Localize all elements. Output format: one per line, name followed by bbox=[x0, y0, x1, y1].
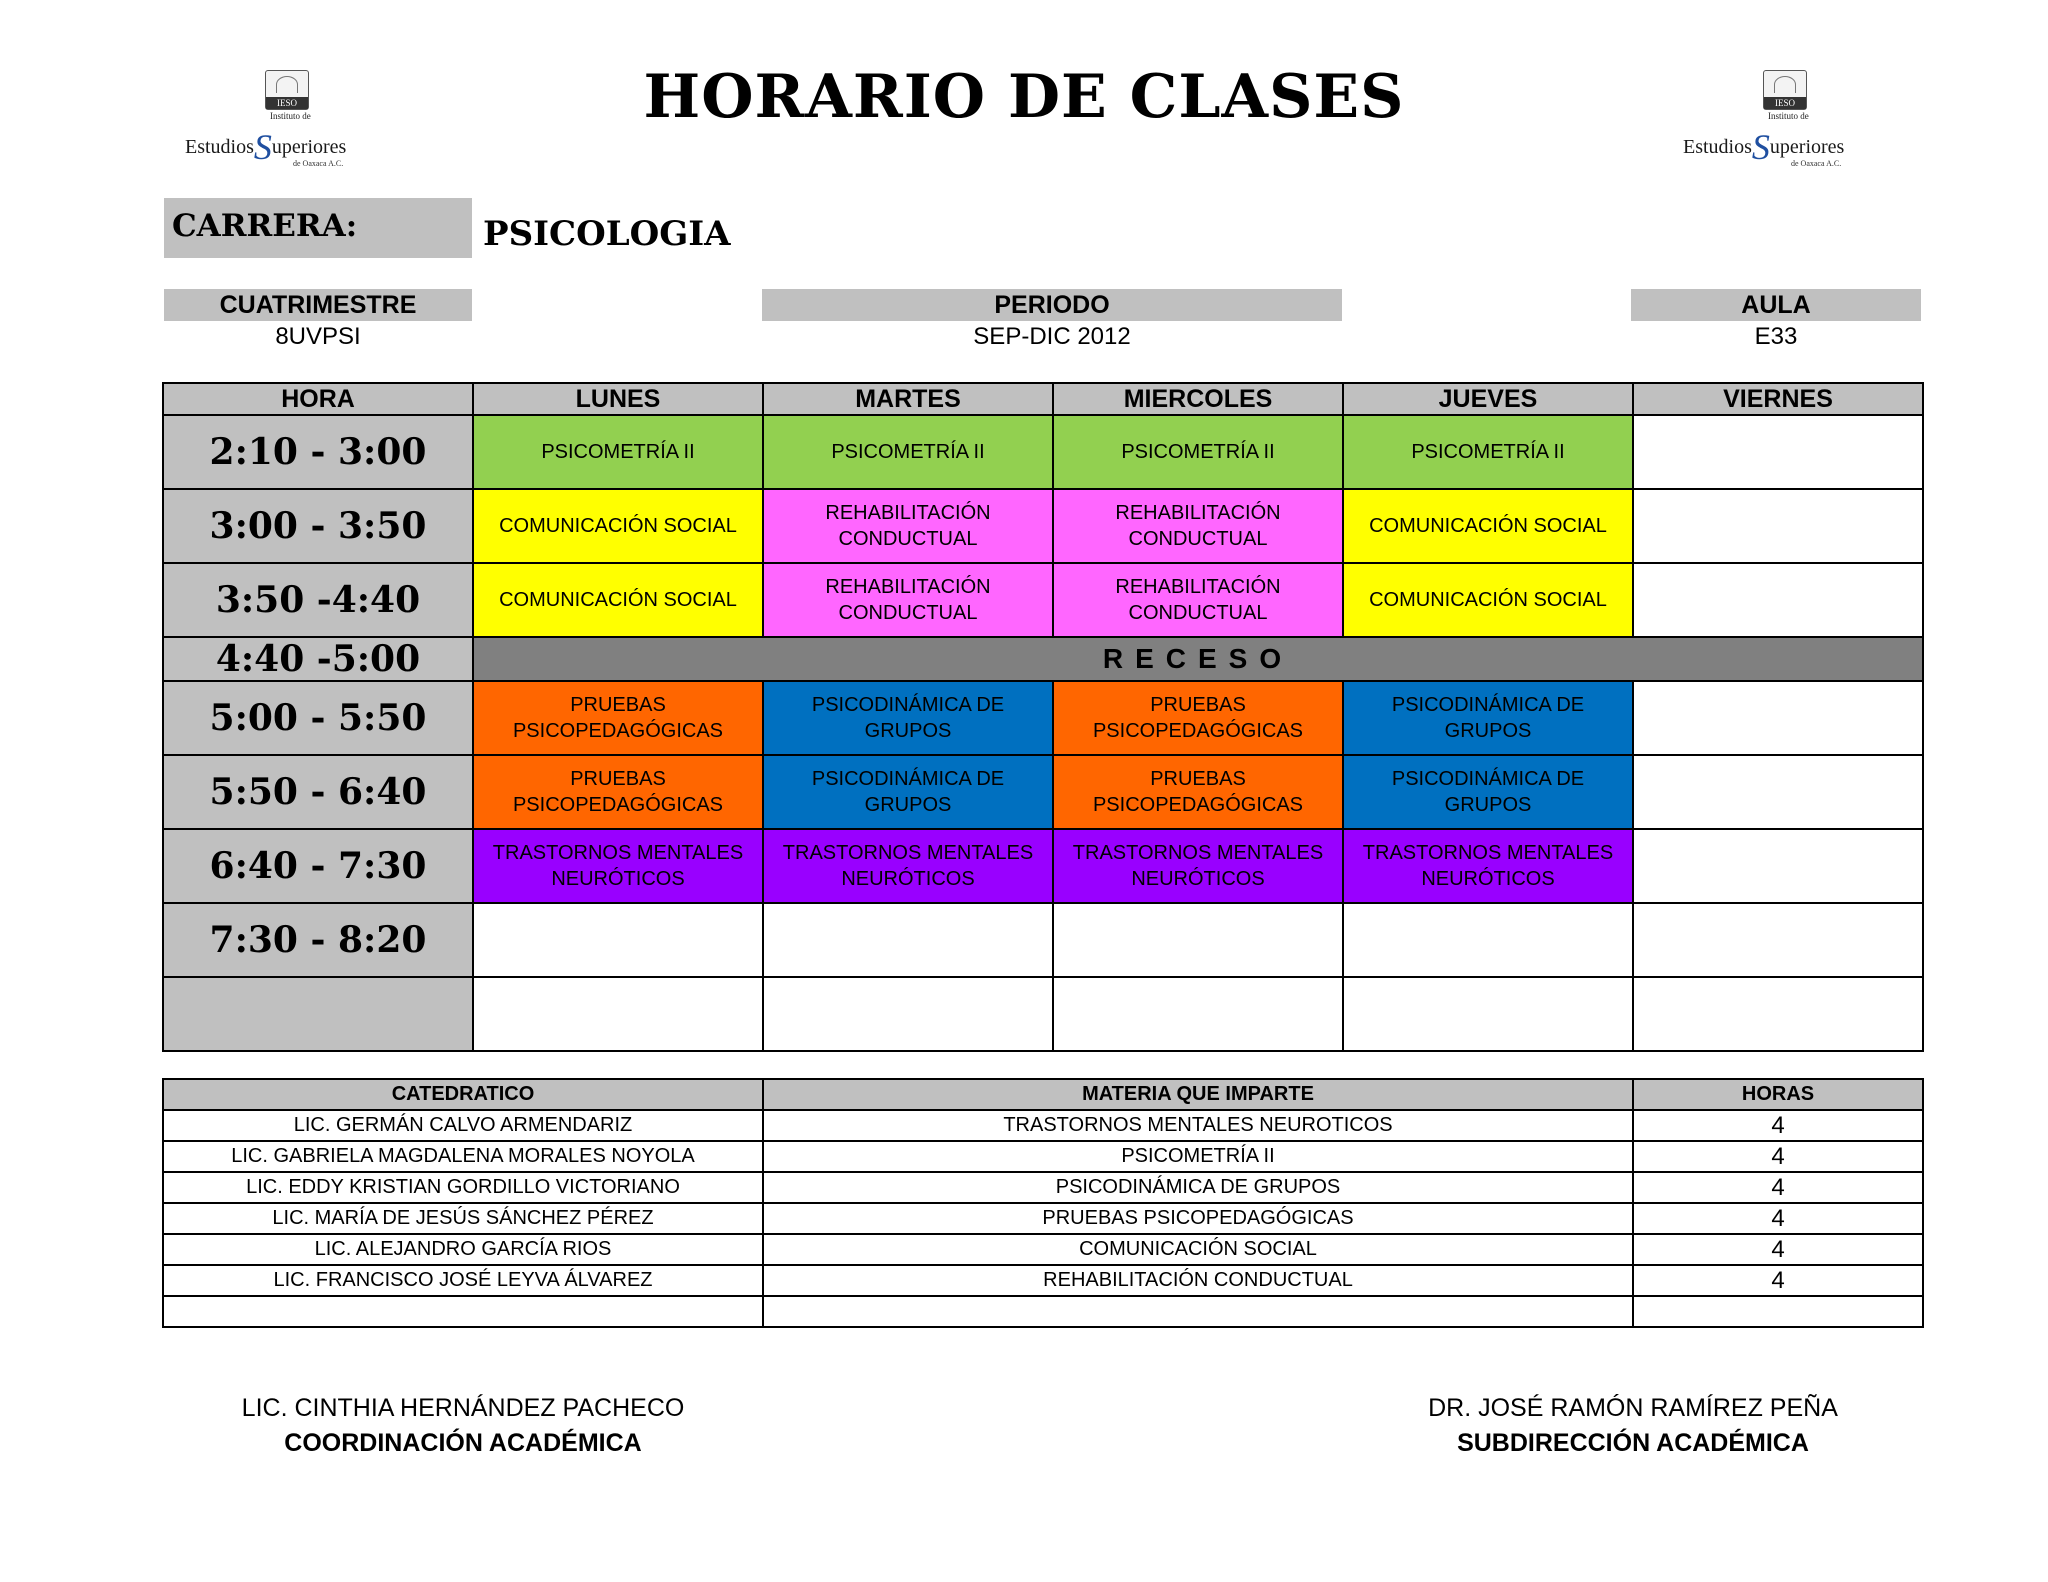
class-cell bbox=[1633, 977, 1923, 1051]
class-cell: REHABILITACIÓN CONDUCTUAL bbox=[763, 489, 1053, 563]
class-cell bbox=[1633, 681, 1923, 755]
teacher-subject bbox=[763, 1296, 1633, 1327]
teacher-hours: 4 bbox=[1633, 1203, 1923, 1234]
class-cell bbox=[1633, 755, 1923, 829]
schedule-header-row bbox=[163, 383, 1923, 415]
time-slot: 3:50 -4:40 bbox=[163, 563, 473, 637]
teacher-hours: 4 bbox=[1633, 1234, 1923, 1265]
class-cell: PSICODINÁMICA DE GRUPOS bbox=[1343, 755, 1633, 829]
teacher-hours bbox=[1633, 1296, 1923, 1327]
time-slot: 6:40 - 7:30 bbox=[163, 829, 473, 903]
teacher-row bbox=[163, 1296, 1923, 1327]
class-cell bbox=[473, 903, 763, 977]
teachers-table bbox=[162, 1078, 1924, 1328]
time-slot: 4:40 -5:00 bbox=[163, 637, 473, 681]
time-slot: 7:30 - 8:20 bbox=[163, 903, 473, 977]
time-slot: 5:00 - 5:50 bbox=[163, 681, 473, 755]
schedule-row bbox=[163, 829, 1923, 903]
teacher-row bbox=[163, 1172, 1923, 1203]
class-cell: PSICOMETRÍA II bbox=[1053, 415, 1343, 489]
seal-icon: IESO bbox=[1763, 70, 1807, 110]
header-3: MIERCOLES bbox=[1053, 383, 1343, 415]
class-cell: REHABILITACIÓN CONDUCTUAL bbox=[1053, 489, 1343, 563]
class-cell: PSICOMETRÍA II bbox=[763, 415, 1053, 489]
teacher-row bbox=[163, 1234, 1923, 1265]
class-cell: TRASTORNOS MENTALES NEURÓTICOS bbox=[1053, 829, 1343, 903]
teacher-row bbox=[163, 1265, 1923, 1296]
class-cell bbox=[1633, 563, 1923, 637]
signature-right-role: SUBDIRECCIÓN ACADÉMICA bbox=[1457, 1429, 1809, 1457]
class-cell: COMUNICACIÓN SOCIAL bbox=[1343, 563, 1633, 637]
schedule-row bbox=[163, 977, 1923, 1051]
signature-left-name: LIC. CINTHIA HERNÁNDEZ PACHECO bbox=[241, 1394, 685, 1422]
class-cell: PSICODINÁMICA DE GRUPOS bbox=[1343, 681, 1633, 755]
class-cell bbox=[763, 903, 1053, 977]
class-cell bbox=[1633, 903, 1923, 977]
header-5: VIERNES bbox=[1633, 383, 1923, 415]
teacher-name: LIC. ALEJANDRO GARCÍA RIOS bbox=[163, 1234, 763, 1265]
teacher-row bbox=[163, 1110, 1923, 1141]
teachers-header-0: CATEDRATICO bbox=[163, 1079, 763, 1110]
class-cell: PSICODINÁMICA DE GRUPOS bbox=[763, 681, 1053, 755]
cuatrimestre-label: CUATRIMESTRE bbox=[164, 289, 472, 321]
class-cell bbox=[763, 977, 1053, 1051]
class-cell bbox=[473, 977, 763, 1051]
header-4: JUEVES bbox=[1343, 383, 1633, 415]
header-2: MARTES bbox=[763, 383, 1053, 415]
seal-icon: IESO bbox=[265, 70, 309, 110]
schedule-row bbox=[163, 489, 1923, 563]
class-cell bbox=[1633, 489, 1923, 563]
teacher-name: LIC. FRANCISCO JOSÉ LEYVA ÁLVAREZ bbox=[163, 1265, 763, 1296]
signature-right bbox=[1333, 1394, 1933, 1458]
class-cell: TRASTORNOS MENTALES NEURÓTICOS bbox=[473, 829, 763, 903]
teacher-hours: 4 bbox=[1633, 1141, 1923, 1172]
teacher-subject: TRASTORNOS MENTALES NEUROTICOS bbox=[763, 1110, 1633, 1141]
class-cell bbox=[1633, 829, 1923, 903]
institute-logo-left: IESO Instituto de EstudiosSuperiores de Oaxaca A.C. bbox=[185, 70, 385, 180]
cuatrimestre-value: 8UVPSI bbox=[275, 323, 361, 350]
time-slot: 3:00 - 3:50 bbox=[163, 489, 473, 563]
signature-right-name: DR. JOSÉ RAMÓN RAMÍREZ PEÑA bbox=[1428, 1394, 1838, 1422]
teacher-name: LIC. EDDY KRISTIAN GORDILLO VICTORIANO bbox=[163, 1172, 763, 1203]
teacher-row bbox=[163, 1141, 1923, 1172]
class-cell: PRUEBAS PSICOPEDAGÓGICAS bbox=[473, 681, 763, 755]
aula-label: AULA bbox=[1631, 289, 1921, 321]
class-cell: PSICOMETRÍA II bbox=[473, 415, 763, 489]
signature-left-role: COORDINACIÓN ACADÉMICA bbox=[284, 1429, 642, 1457]
teachers-header-1: MATERIA QUE IMPARTE bbox=[763, 1079, 1633, 1110]
class-cell: COMUNICACIÓN SOCIAL bbox=[1343, 489, 1633, 563]
header-0: HORA bbox=[163, 383, 473, 415]
class-cell: REHABILITACIÓN CONDUCTUAL bbox=[763, 563, 1053, 637]
class-cell: PRUEBAS PSICOPEDAGÓGICAS bbox=[1053, 681, 1343, 755]
class-cell: COMUNICACIÓN SOCIAL bbox=[473, 489, 763, 563]
header-1: LUNES bbox=[473, 383, 763, 415]
carrera-value: PSICOLOGIA bbox=[483, 214, 731, 254]
time-slot bbox=[163, 977, 473, 1051]
teacher-subject: PRUEBAS PSICOPEDAGÓGICAS bbox=[763, 1203, 1633, 1234]
teacher-hours: 4 bbox=[1633, 1172, 1923, 1203]
schedule-table bbox=[162, 382, 1924, 1052]
schedule-row bbox=[163, 903, 1923, 977]
time-slot: 2:10 - 3:00 bbox=[163, 415, 473, 489]
periodo-label: PERIODO bbox=[762, 289, 1342, 321]
signature-left bbox=[163, 1394, 763, 1458]
class-cell: COMUNICACIÓN SOCIAL bbox=[473, 563, 763, 637]
class-cell bbox=[1053, 977, 1343, 1051]
class-cell: TRASTORNOS MENTALES NEURÓTICOS bbox=[763, 829, 1053, 903]
schedule-row bbox=[163, 681, 1923, 755]
teacher-name: LIC. GERMÁN CALVO ARMENDARIZ bbox=[163, 1110, 763, 1141]
class-cell bbox=[1053, 903, 1343, 977]
aula-value: E33 bbox=[1754, 323, 1798, 350]
class-cell bbox=[1343, 977, 1633, 1051]
class-cell bbox=[1343, 903, 1633, 977]
time-slot: 5:50 - 6:40 bbox=[163, 755, 473, 829]
teacher-name: LIC. MARÍA DE JESÚS SÁNCHEZ PÉREZ bbox=[163, 1203, 763, 1234]
break-row bbox=[163, 637, 1923, 681]
schedule-row bbox=[163, 755, 1923, 829]
class-cell: PRUEBAS PSICOPEDAGÓGICAS bbox=[1053, 755, 1343, 829]
teacher-subject: PSICODINÁMICA DE GRUPOS bbox=[763, 1172, 1633, 1203]
class-cell: PRUEBAS PSICOPEDAGÓGICAS bbox=[473, 755, 763, 829]
schedule-row bbox=[163, 415, 1923, 489]
teacher-hours: 4 bbox=[1633, 1110, 1923, 1141]
carrera-label: CARRERA: bbox=[172, 208, 358, 244]
schedule-row bbox=[163, 563, 1923, 637]
class-cell bbox=[1633, 415, 1923, 489]
class-cell: PSICOMETRÍA II bbox=[1343, 415, 1633, 489]
class-cell: REHABILITACIÓN CONDUCTUAL bbox=[1053, 563, 1343, 637]
teacher-hours: 4 bbox=[1633, 1265, 1923, 1296]
class-cell: TRASTORNOS MENTALES NEURÓTICOS bbox=[1343, 829, 1633, 903]
teacher-subject: COMUNICACIÓN SOCIAL bbox=[763, 1234, 1633, 1265]
page-title: HORARIO DE CLASES bbox=[643, 62, 1405, 132]
teachers-header-2: HORAS bbox=[1633, 1079, 1923, 1110]
periodo-value: SEP-DIC 2012 bbox=[973, 323, 1131, 350]
break-label: RECESO bbox=[473, 637, 1923, 681]
teacher-name bbox=[163, 1296, 763, 1327]
teacher-subject: REHABILITACIÓN CONDUCTUAL bbox=[763, 1265, 1633, 1296]
teacher-name: LIC. GABRIELA MAGDALENA MORALES NOYOLA bbox=[163, 1141, 763, 1172]
teachers-header-row bbox=[163, 1079, 1923, 1110]
institute-logo-right: IESO Instituto de EstudiosSuperiores de Oaxaca A.C. bbox=[1683, 70, 1883, 180]
teacher-row bbox=[163, 1203, 1923, 1234]
class-cell: PSICODINÁMICA DE GRUPOS bbox=[763, 755, 1053, 829]
teacher-subject: PSICOMETRÍA II bbox=[763, 1141, 1633, 1172]
